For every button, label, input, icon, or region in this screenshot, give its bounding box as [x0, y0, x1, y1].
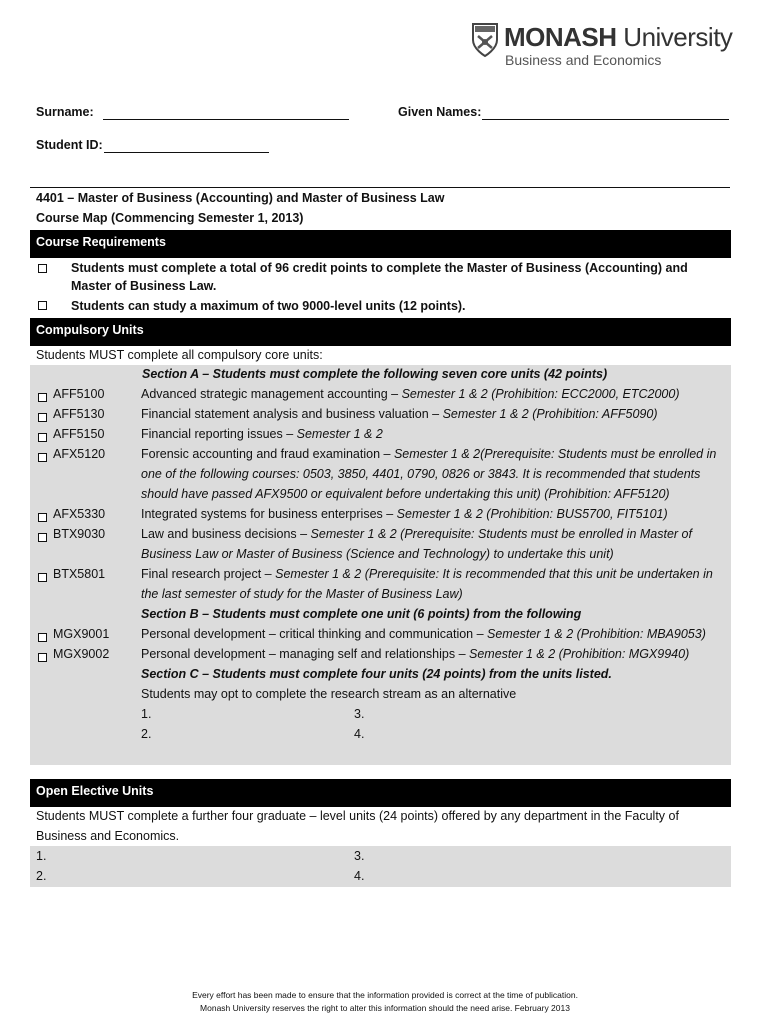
- elective-slot[interactable]: 4.: [354, 869, 365, 883]
- section-a-heading: Section A – Students must complete the following seven core units (42 points): [142, 367, 608, 381]
- surname-field[interactable]: [103, 119, 349, 120]
- requirement-checkbox[interactable]: [38, 301, 47, 310]
- elective-slot[interactable]: 1.: [36, 849, 47, 863]
- unit-name: Personal development – critical thinking and communication: [141, 627, 474, 641]
- unit-checkbox[interactable]: [38, 413, 47, 422]
- unit-details: – Semester 1 & 2 (Prohibition: ECC2000, ETC2000): [387, 387, 680, 401]
- unit-checkbox[interactable]: [38, 573, 47, 582]
- unit-code: BTX9030: [53, 527, 106, 541]
- elective-intro-line1: Students MUST complete a further four graduate – level units (24 points) offered by any department in the Faculty of: [36, 809, 679, 823]
- unit-description: [141, 627, 706, 641]
- unit-details: – Semester 1 & 2 (Prohibition: MGX9940): [455, 647, 690, 661]
- elective-slot[interactable]: 3.: [354, 849, 365, 863]
- section-c-note: Students may opt to complete the research stream as an alternative: [141, 687, 517, 701]
- open-elective-header: Open Elective Units: [30, 779, 731, 807]
- unit-name: Personal development – managing self and relationships: [141, 647, 456, 661]
- monash-crest-icon: [470, 22, 500, 58]
- unit-name: Integrated systems for business enterprises: [141, 507, 383, 521]
- compulsory-intro: Students MUST complete all compulsory core units:: [36, 348, 323, 362]
- unit-details: – Semester 1 & 2 (Prohibition: BUS5700, FIT5101): [382, 507, 668, 521]
- unit-code: MGX9001: [53, 627, 110, 641]
- course-subtitle: Course Map (Commencing Semester 1, 2013): [36, 211, 304, 225]
- unit-description: [141, 447, 716, 461]
- unit-checkbox[interactable]: [38, 513, 47, 522]
- unit-checkbox[interactable]: [38, 653, 47, 662]
- section-b-heading: Section B – Students must complete one unit (6 points) from the following: [141, 607, 582, 621]
- unit-code: AFF5150: [53, 427, 105, 441]
- unit-name: Final research project: [141, 567, 262, 581]
- compulsory-units-header: Compulsory Units: [30, 318, 731, 346]
- unit-code: AFX5120: [53, 447, 106, 461]
- unit-name: Financial reporting issues: [141, 427, 283, 441]
- unit-code: MGX9002: [53, 647, 110, 661]
- unit-details: – Semester 1 & 2 (Prohibition: MBA9053): [473, 627, 706, 641]
- given-names-label: Given Names:: [398, 105, 482, 119]
- unit-details: – Semester 1 & 2 (Prerequisite: It is recommended that this unit be undertaken in: [261, 567, 713, 581]
- unit-checkbox[interactable]: [38, 433, 47, 442]
- unit-details: Business Law or Master of Business (Science and Technology) to undertake this unit): [141, 547, 614, 561]
- surname-label: Surname:: [36, 105, 94, 119]
- unit-details: – Semester 1 & 2(Prerequisite: Students must be enrolled in: [380, 447, 717, 461]
- unit-description: [141, 507, 668, 521]
- unit-name: Forensic accounting and fraud examination: [141, 447, 381, 461]
- requirement-checkbox[interactable]: [38, 264, 47, 273]
- unit-name: Financial statement analysis and business valuation: [141, 407, 429, 421]
- brand-name: MONASH University: [504, 22, 733, 52]
- elective-slots-panel: [30, 846, 731, 887]
- elective-slot[interactable]: 2.: [141, 727, 152, 741]
- section-c-heading: Section C – Students must complete four units (24 points) from the units listed.: [141, 667, 612, 681]
- student-id-field[interactable]: [104, 152, 269, 153]
- requirement-item: Students must complete a total of 96 credit points to complete the Master of Business (Accounting) and Master of Business Law.: [71, 261, 688, 293]
- unit-checkbox[interactable]: [38, 393, 47, 402]
- elective-slot[interactable]: 3.: [354, 707, 365, 721]
- unit-details: should have passed AFX9500 or equivalent before undertaking this unit) (Prohibition: AFF5120): [141, 487, 670, 501]
- unit-details: – Semester 1 & 2 (Prerequisite: Students must be enrolled in Master of: [296, 527, 692, 541]
- divider: [30, 187, 730, 188]
- unit-code: AFX5330: [53, 507, 106, 521]
- unit-description: [141, 527, 692, 541]
- unit-description: [141, 387, 680, 401]
- faculty-name: Business and Economics: [505, 52, 662, 68]
- unit-description: [141, 407, 657, 421]
- course-requirements-header: Course Requirements: [30, 230, 731, 258]
- unit-description: [141, 427, 383, 441]
- unit-details: – Semester 1 & 2 (Prohibition: AFF5090): [428, 407, 658, 421]
- unit-details: one of the following courses: 0503, 3850, 4401, 0790, 0826 or 3843. It is recommended that students: [141, 467, 701, 481]
- monash-logo: [470, 22, 732, 68]
- unit-details: – Semester 1 & 2: [282, 427, 383, 441]
- unit-checkbox[interactable]: [38, 533, 47, 542]
- unit-name: Advanced strategic management accounting: [141, 387, 388, 401]
- footer-disclaimer-2: Monash University reserves the right to alter this information should the need arise. February 2013: [200, 1003, 570, 1013]
- elective-intro-line2: Business and Economics.: [36, 829, 180, 843]
- unit-checkbox[interactable]: [38, 633, 47, 642]
- unit-code: AFF5130: [53, 407, 105, 421]
- unit-details: the last semester of study for the Master of Business Law): [141, 587, 463, 601]
- elective-slot[interactable]: 2.: [36, 869, 47, 883]
- unit-code: AFF5100: [53, 387, 105, 401]
- given-names-field[interactable]: [482, 119, 729, 120]
- compulsory-units-panel: [30, 365, 731, 765]
- unit-description: [141, 567, 713, 581]
- unit-checkbox[interactable]: [38, 453, 47, 462]
- unit-name: Law and business decisions: [141, 527, 297, 541]
- unit-code: BTX5801: [53, 567, 106, 581]
- elective-slot[interactable]: 4.: [354, 727, 365, 741]
- unit-description: [141, 647, 689, 661]
- student-id-label: Student ID:: [36, 138, 103, 152]
- course-title: 4401 – Master of Business (Accounting) and Master of Business Law: [36, 191, 445, 205]
- footer-disclaimer-1: Every effort has been made to ensure that the information provided is correct at the time of publication.: [192, 990, 578, 1000]
- elective-slot[interactable]: 1.: [141, 707, 152, 721]
- requirement-item: Students can study a maximum of two 9000-level units (12 points).: [71, 299, 466, 313]
